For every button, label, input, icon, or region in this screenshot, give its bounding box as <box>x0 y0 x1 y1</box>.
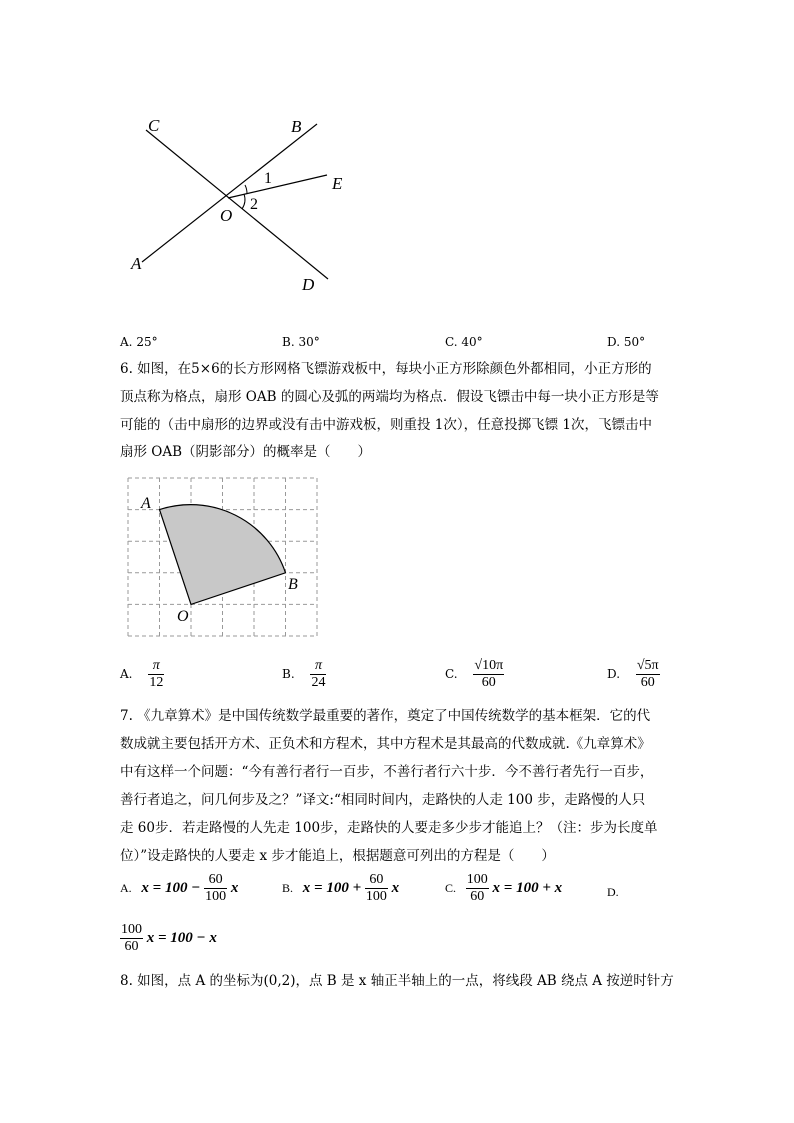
label-angle-1: 1 <box>264 170 272 187</box>
q6-option-d[interactable]: D. $\frac{√5\pi}{60}$ <box>607 658 659 690</box>
dartboard-figure <box>120 470 330 645</box>
label-angle-2: 2 <box>250 196 258 213</box>
q7-option-a[interactable]: A. x = 100 − $\frac{60}{100}$ x <box>120 872 239 904</box>
q6-option-b[interactable]: B. $\frac{\pi}{24}$ <box>282 658 326 690</box>
q6-line-3: 可能的（击中扇形的边界或没有击中游戏板，则重投 1次），任意投掷飞镖 1次，飞镖击中 <box>120 417 653 433</box>
q6-option-a[interactable]: A. $\frac{\pi}{12}$ <box>120 658 164 690</box>
label-c: C <box>148 116 160 135</box>
label-a: A <box>141 495 151 512</box>
q8-line-1: 8. 如图，点 A 的坐标为(0,2)，点 B 是 x 轴正半轴上的一点，将线段 AB 绕点 A 按逆时针方 <box>120 973 674 989</box>
q7-line-4: 善行者追之，问几何步及之？”译文:“相同时间内，走路快的人走 100 步，走路慢的人只 <box>120 792 646 808</box>
label-b: B <box>288 576 298 593</box>
q7-option-d[interactable]: $\frac{100}{60}$ x = 100 − x <box>121 922 217 954</box>
q7-line-6: 位）”设走路快的人要走 x 步才能追上，根据题意可列出的方程是（ ） <box>120 848 555 864</box>
q5-option-b[interactable]: B. 30° <box>282 335 320 349</box>
line-ab <box>142 124 317 262</box>
line-cd <box>146 130 328 279</box>
label-b: B <box>291 117 302 136</box>
q7-option-c[interactable]: C. $\frac{100}{60}$ x = 100 + x <box>445 872 563 904</box>
q7-line-5: 走 60步．若走路慢的人先走 100步，走路快的人要走多少步才能追上？（注：步为长度单 <box>120 820 658 836</box>
angle-figure <box>120 105 370 305</box>
ray-oe <box>228 175 327 198</box>
q7-line-3: 中有这样一个问题：“今有善行者行一百步，不善行者行六十步．今不善行者先行一百步， <box>120 764 654 780</box>
sector-oab <box>160 505 286 605</box>
q6-line-4: 扇形 OAB（阴影部分）的概率是（ ） <box>120 444 372 460</box>
q6-line-2: 顶点称为格点，扇形 OAB 的圆心及弧的两端均为格点．假设飞镖击中每一块小正方形是等 <box>120 389 659 405</box>
q5-option-a[interactable]: A. 25° <box>120 335 158 349</box>
q7-option-b[interactable]: B. x = 100 + $\frac{60}{100}$ x <box>282 872 400 904</box>
label-o: O <box>177 608 189 625</box>
q6-option-c[interactable]: C. $\frac{√10\pi}{60}$ <box>445 658 504 690</box>
q7-line-2: 数成就主要包括开方术、正负术和方程术，其中方程术是其最高的代数成就.《九章算术》 <box>120 736 651 752</box>
angle-1-arc <box>245 185 247 194</box>
angle-2-arc <box>242 194 245 209</box>
label-d: D <box>302 275 315 294</box>
label-a: A <box>131 254 142 273</box>
q7-line-1: 7. 《九章算术》是中国传统数学最重要的著作，奠定了中国传统数学的基本框架．它的代 <box>120 708 651 724</box>
q5-option-d[interactable]: D. 50° <box>607 335 646 349</box>
q5-option-c[interactable]: C. 40° <box>445 335 483 349</box>
label-e: E <box>332 174 343 193</box>
q6-line-1: 6. 如图，在5×6的长方形网格飞镖游戏板中，每块小正方形除颜色外都相同，小正方形的 <box>120 361 652 377</box>
label-o: O <box>220 206 233 225</box>
q7-option-d-letter[interactable]: D. <box>607 885 619 899</box>
